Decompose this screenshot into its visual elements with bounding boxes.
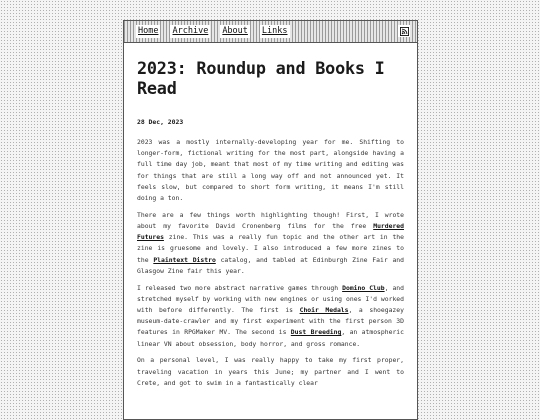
choir-medals-link[interactable]: Choir Medals — [299, 306, 349, 315]
rss-icon-glyph — [400, 27, 409, 36]
nav-about-link[interactable]: About — [222, 26, 248, 36]
paragraph-text: catalog, and tabled at Edinburgh Zine Fair and Glasgow Zine fair this year. — [137, 255, 404, 275]
rss-icon[interactable] — [398, 25, 410, 37]
paragraph-text: There are a few things worth highlighting though! First, I wrote about my favorite David Cronenberg films for the free — [137, 210, 404, 231]
nav-archive-link[interactable]: Archive — [172, 26, 209, 36]
post-title: 2023: Roundup and Books I Read — [137, 58, 385, 98]
post-date: 28 Dec, 2023 — [137, 118, 184, 126]
paragraph-text: I released two more abstract narrative games through — [137, 283, 343, 292]
dust-breeding-link[interactable]: Dust Breeding — [290, 328, 342, 337]
nav-links-link[interactable]: Links — [261, 26, 288, 36]
paragraph-games — [137, 283, 404, 350]
blog-page — [123, 20, 418, 420]
nav-home-link[interactable]: Home — [138, 26, 159, 36]
domino-club-link[interactable]: Domino Club — [342, 283, 385, 292]
paragraph-text: zine. This was a really fun topic and the other art in the zine is gruesome and lovely. I also introduced a few more zines to the — [137, 233, 404, 264]
plaintext-distro-link[interactable]: Plaintext Distro — [153, 255, 216, 264]
paragraph-highlights — [137, 210, 404, 277]
post-content — [124, 43, 417, 389]
murdered-futures-link[interactable]: Murdered Futures — [137, 222, 404, 242]
paragraph-intro: 2023 was a mostly internally-developing year for me. Shifting to longer-form, fictional writing for the most part, alongside having a full time day job, meant that most of my time writing and editing was for things that are still a long way off and not announced yet. It feels slow, but compared to short form writing, it means I'm still doing a ton. — [137, 138, 404, 203]
paragraph-text: , a shoegazey museum-date-crawler and my first experiment with the first person 3D features in RPGMaker MV. The second is — [137, 306, 404, 337]
paragraph-text: , and stretched myself by working with new engines or using ones I'd worked with before differently. The first is — [137, 283, 404, 315]
paragraph-text: , an atmospheric linear VN about obsession, body horror, and gross romance. — [137, 328, 404, 348]
top-navbar — [124, 21, 417, 43]
paragraph-personal: On a personal level, I was really happy to take my first proper, traveling vacation in years this June; my partner and I went to Crete, and got to swim in a fantastically clear — [137, 356, 404, 387]
